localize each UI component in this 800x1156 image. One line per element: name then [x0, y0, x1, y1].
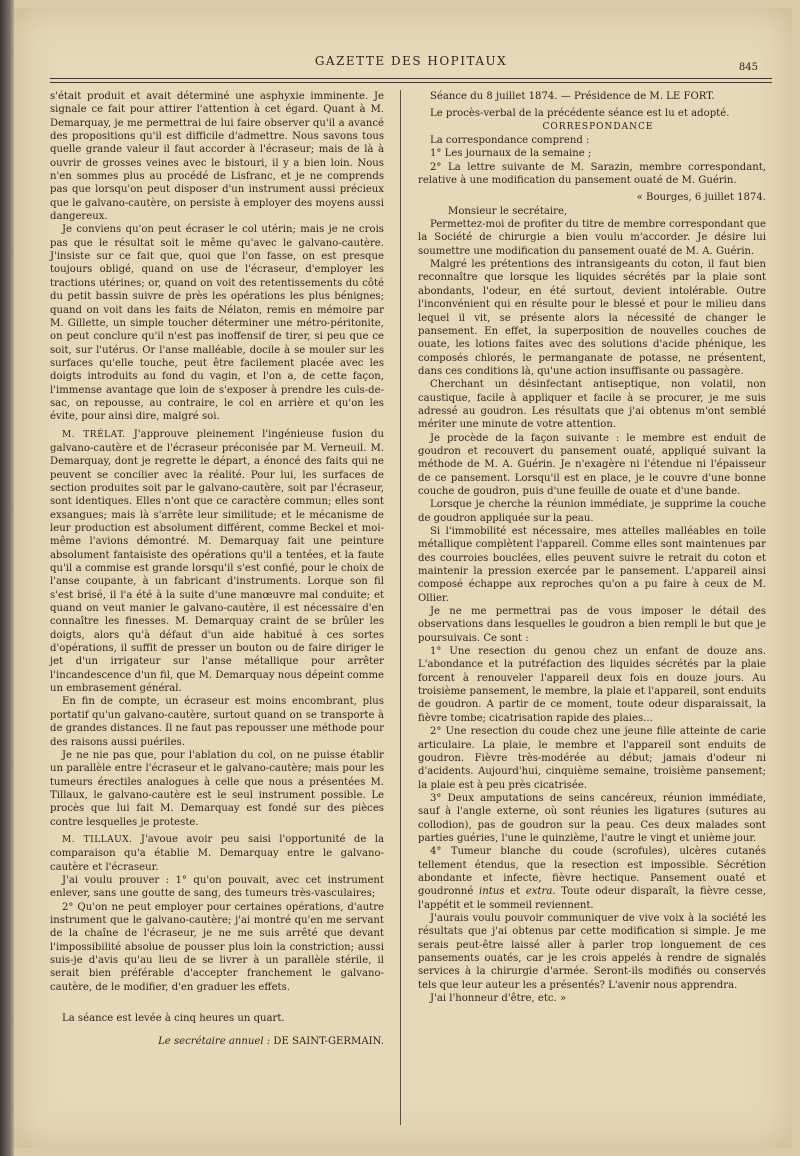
case-text: 4° Tumeur blanche du coude (scrofules), ulcères cutanés tellement étendus, que la resection est impossible. Sécrétion abondante et infecte, fièvre hectique. Pansement ouaté et goudronné — [418, 846, 766, 898]
signature-label: Le secrétaire annuel : — [158, 1036, 274, 1048]
paragraph: s'était produit et avait déterminé une asphyxie imminente. Je signale ce fait pour attirer l'attention à cet égard. Quant à M. Demarquay, je me permettrai de lui faire observer qu'il a avancé des propositions qu'il est difficile d'admettre. Nous savons tous quelle grande valeur il faut accorder à l'écraseur; mais de là à ouvrir de grosses veines avec le bistouri, il y a bien loin. Nous n'en sommes plus au procédé de Lisfranc, et je ne comprends pas que lorsqu'on peut disposer d'un instrument aussi précieux que le galvano-cautère, on persiste à employer des moyens aussi dangereux. — [50, 91, 384, 223]
paragraph: 2° Qu'on ne peut employer pour certaines opérations, d'autre instrument que le galvano-cautère; j'ai montré qu'en me servant de la chaîne de l'écraseur, je ne me suis arrêté que devant l'impossibilité absolue de pousser plus loin la constriction; aussi suis-je d'avis qu'au lieu de se livrer à un parallèle stérile, il serait bien préférable d'accepter franchement le galvano-cautère, de le modifier, d'en graduer les effets. — [50, 901, 384, 993]
right-column — [418, 90, 766, 1005]
letter-place-date: « Bourges, 6 juillet 1874. — [636, 192, 766, 204]
header-rule-secondary — [50, 82, 772, 83]
letter-paragraph: Je ne me permettrai pas de vous imposer le détail des observations dans lesquelles le goudron a bien rempli le but que je poursuivais. Ce sont : — [418, 606, 766, 644]
case-item — [418, 845, 766, 912]
header-rule — [50, 78, 772, 79]
minutes-note: Le procès-verbal de la précédente séance est lu et adopté. — [430, 108, 730, 120]
section-heading: CORRESPONDANCE — [542, 121, 654, 132]
left-column — [50, 90, 384, 1049]
paragraph-tillaux — [50, 833, 384, 874]
case-text: et — [504, 886, 526, 898]
paragraph: Je conviens qu'on peut écraser le col utérin; mais je ne crois pas que le résultat soit le même qu'avec le galvano-cautère. J'insiste sur ce fait que, quoi que l'on fasse, on est presque toujours obligé, quand on use de l'écraseur, d'employer les tractions utérines; or, quand on voit des retentissements du côté du petit bassin suivre de près les opérations les plus bénignes; quand on voit dans les faits de Nélaton, remis en mémoire par M. Gillette, un simple toucher déterminer une métro-péritonite, on peut conclure qu'il n'est pas inoffensif de tirer, si peu que ce soit, sur l'utérus. Or l'anse malléable, docile à se mouler sur les surfaces qu'elle touche, peut être facilement placée avec les doigts introduits au fond du vagin, et l'on a, de cette façon, l'immense avantage que loin de s'exposer à prendre les culs-de-sac, on repousse, au contraire, le col en arrière et qu'on les évite, pour ainsi dire, malgré soi. — [50, 224, 384, 423]
signature-name: DE SAINT-GERMAIN. — [273, 1036, 384, 1048]
correspondence-intro: La correspondance comprend : — [430, 135, 590, 147]
signature — [50, 1035, 384, 1048]
case-item: 1° Une resection du genou chez un enfant de douze ans. L'abondance et la putréfaction des liquides sécrétés par la plaie forcent à renouveler l'appareil deux fois en douze jours. Au troisième pansement, le membre, la plaie et l'appareil, sont enduits de goudron. A partir de ce moment, toute odeur disparaissait, la fièvre tombe; cicatrisation rapide des plaies... — [418, 646, 766, 724]
page-number: 845 — [738, 62, 758, 73]
session-heading: Séance du 8 juillet 1874. — Présidence de M. LE FORT. — [430, 91, 715, 102]
letter-paragraph: J'aurais voulu pouvoir communiquer de vive voix à la société les résultats que j'ai obtenus par cette modification si simple. Je me serais peut-être laissé aller à parler trop longuement de ces pansements ouatés, car je les crois appelés à rendre de signalés services à la chirurgie d'armée. Seront-ils modifiés ou conservés tels que leur auteur les a présentés? L'avenir nous apprendra. — [418, 912, 766, 991]
letter-closing: J'ai l'honneur d'être, etc. » — [430, 993, 567, 1005]
letter-paragraph: Si l'immobilité est nécessaire, mes attelles malléables en toile métallique complètent l'appareil. Comme elles sont maintenues par des courroies bouclées, elles peuvent suivre le retrait du coton et maintenir la pression exercée par le pansement. L'appareil ainsi composé échappe aux reproches qu'on a pu faire à ceux de M. Ollier. — [418, 526, 766, 604]
paragraph: J'ai voulu prouver : 1° qu'on pouvait, avec cet instrument enlever, sans une goutte de sang, des tumeurs très-vasculaires; — [50, 874, 384, 900]
session-closing: La séance est levée à cinq heures un quart. — [62, 1013, 285, 1025]
letter-paragraph: Permettez-moi de profiter du titre de membre correspondant que la Société de chirurgie a bien voulu m'accorder. Je désire lui soumettre une modification du pansement ouaté de M. A. Guérin. — [418, 219, 766, 257]
case-item: 2° Une resection du coude chez une jeune fille atteinte de carie articulaire. La plaie, le membre et l'appareil sont enduits de goudron. Fièvre très-modérée au début; jamais d'odeur ni d'acidents. Aujourd'hui, cinquième semaine, troisième pansement; la plaie est à peu près cicatrisée. — [418, 726, 766, 791]
paragraph: Je ne nie pas que, pour l'ablation du col, on ne puisse établir un parallèle entre l'écraseur et le galvano-cautère; mais pour les tumeurs érectiles analogues à celle que nous a présentées M. Tillaux, le galvano-cautère est le seul instrument possible. Le procès que lui fait M. Demarquay est fondé sur des pièces contre lesquelles je proteste. — [50, 749, 384, 828]
book-spine-shadow — [0, 0, 14, 1156]
case-text: . Toute odeur disparaît, la fièvre cesse, l'appétit et le sommeil reviennent. — [418, 886, 766, 911]
letter-paragraph: Malgré les prétentions des intransigeants du coton, il faut bien reconnaître que lorsque les liquides sécrétés par la plaie sont abondants, l'odeur, en été surtout, devient intolérable. Outre l'inconvénient qui en résulte pour le blessé et pour le milieu dans lequel il vit, se présente alors la nécessité de changer le pansement. En effet, la superposition de nouvelles couches de ouate, les lotions faites avec des solutions d'acide phénique, les composés chlorés, le permanganate de potasse, ne présentent, dans ces conditions là, qu'une action insuffisante ou passagère. — [418, 259, 766, 377]
paragraph: En fin de compte, un écraseur est moins encombrant, plus portatif qu'un galvano-cautère, surtout quand on se transporte à de grandes distances. Il ne faut pas repousser une méthode pour des raisons aussi puériles. — [50, 696, 384, 748]
running-title: GAZETTE DES HOPITAUX — [314, 54, 508, 68]
letter-salutation: Monsieur le secrétaire, — [448, 205, 568, 217]
letter-paragraph: Je procède de la façon suivante : le membre est enduit de goudron et recouvert du pansement ouaté, appliqué suivant la méthode de M. A. Guérin. Je n'exagère ni l'étendue ni l'épaisseur de ce pansement. Lorsqu'il est en place, je le couvre d'une bonne couche de goudron, puis d'une feuille de ouate et d'une bande. — [418, 432, 766, 497]
list-item: 2° La lettre suivante de M. Sarazin, membre correspondant, relative à une modification du pansement ouaté de M. Guérin. — [418, 161, 766, 187]
page-header — [50, 50, 772, 80]
case-item: 3° Deux amputations de seins cancéreux, réunion immédiate, sauf à l'angle externe, où sont réunies les ligatures (sutures au collodion), pas de goudron sur la peau. Ces deux malades sont parties guéries, l'une le quinzième, l'autre le vingt et unième jour. — [418, 792, 766, 844]
letter-paragraph: Lorsque je cherche la réunion immédiate, je supprime la couche de goudron appliquée sur la peau. — [418, 499, 766, 524]
italic-term: intus — [479, 886, 505, 898]
column-divider — [400, 90, 401, 1125]
list-item: 1° Les journaux de la semaine ; — [430, 148, 592, 160]
paragraph-trelat — [50, 428, 384, 696]
speech-text: J'avoue avoir peu saisi l'opportunité de la comparaison qu'a établie M. Demarquay entre le galvano-cautère et l'écraseur. — [50, 833, 384, 873]
italic-term: extra — [525, 886, 553, 898]
speech-text: J'approuve pleinement l'ingénieuse fusion du galvano-cautère et de l'écraseur préconisée par M. Verneuil. M. Demarquay, dont je regrette le départ, a énoncé des faits qui ne peuvent se concilier avec la réalité. Pour lui, les surfaces de section produites soit par le galvano-cautère, soit par l'écraseur, sont identiques. Elles n'ont que ce caractère commun; elles sont exsangues; mais là s'arrête leur similitude; et le mécanisme de leur production est absolument différent, comme Beckel et moi-même l'avions démontré. M. Demarquay fait une peinture absolument fantaisiste des opérations qu'il a tentées, et la faute qu'il a commise est grande lorsqu'il s'est confié, pour le choix de l'anse coupante, à un fabricant d'instruments. Lorque son fil s'est brisé, il l'a été à la suite d'une manœuvre mal conduite; et quand on veut manier le galvano-cautère, il est nécessaire d'en connaître les finesses. M. Demarquay craint de se brûler les doigts, alors qu'à défaut d'un aide habitué à ces sortes d'opérations, il suffit de presser un bouton ou de faire diriger le jet d'un irrigateur sur l'anse métallique pour arrêter l'incandescence d'un fil, que M. Demarquay nous dépeint comme un embrasement général. — [50, 428, 385, 695]
letter-paragraph: Cherchant un désinfectant antiseptique, non volatil, non caustique, facile à appliquer et facile à se procurer, je me suis adressé au goudron. Les résultats que j'ai obtenus m'ont semblé mériter une minute de votre attention. — [418, 379, 766, 431]
speaker-name: M. TRÉLAT. — [62, 429, 126, 440]
speaker-name: M. TILLAUX. — [62, 834, 133, 845]
